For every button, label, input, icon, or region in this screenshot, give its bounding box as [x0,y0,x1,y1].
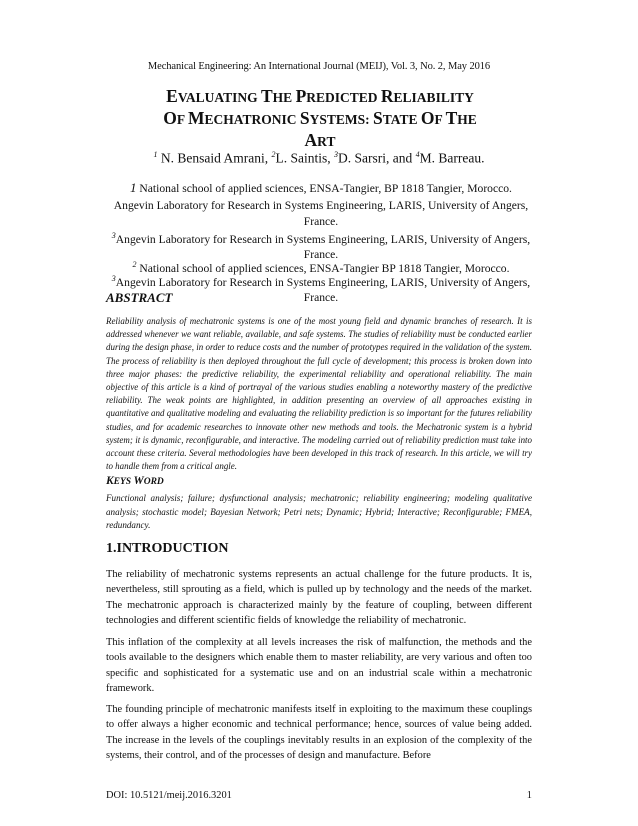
affiliation-1: 1 National school of applied sciences, ENSA-Tangier, BP 1818 Tangier, Morocco. [130,180,512,195]
journal-header: Mechanical Engineering: An International Journal (MEIJ), Vol. 3, No. 2, May 2016 [147,61,491,72]
keywords-heading: KEYS WORD [106,475,164,487]
doi: DOI: 10.5121/meij.2016.3201 [106,790,232,801]
affiliation-2: Angevin Laboratory for Research in Systems Engineering, LARIS, University of Angers, France. [113,199,529,228]
intro-paragraph-2: This inflation of the complexity at all levels increases the risk of malfunction, the methods and the tools available to the designers which enable them to master reliability, are very various and often too specific and sophisticated for a systematic use and on an industrial scale within a mechatronic framework. [106,637,532,694]
author-list: $^1$ N. Bensaid Amrani, $^2$L. Saintis, $^3$D. Sarsri, and $^4$M. Barreau. [153,150,485,166]
abstract-text: Reliability analysis of mechatronic systems is one of the most young field and dynamic branches of research. It is addressed whenever we want reliable, available, and safe systems. The studies of reliability must be conducted earlier during the design phase, in order to reduce costs and the number of prototypes required in the validation of the system. The process of reliability is then deployed throughout the full cycle of development; this process is broken down into three major phases: the predictive reliability, the experimental reliability and operational reliability. The main objective of this article is a kind of portrayal of the various studies enabling a noteworthy mastery of the predictive reliability. The weak points are highlighted, in addition presenting an overview of all approaches existing in quantitative and qualitative modeling and evaluating the reliability prediction is so important for the futures reliability studies, and for academic researches to innovate other new methods and tools. the Mechatronic system is a hybrid system; it is dynamic, reconfigurable, and interactive. The modeling carried out of reliability prediction must take into account these criteria. Several methodologies have been developed in this track of research. In this article, we will try to handle them from a critical angle. [106,316,532,472]
page-footer [106,790,532,801]
intro-paragraph-1: The reliability of mechatronic systems represents an actual challenge for the future products. It is, nevertheless, still sprouting as a field, which is pulled up by technology and the needs of the market. The mechatronic approach is characterized mainly by the feature of coupling, between different technologies and different scientific fields of knowledge the reliability of mechatronic. [106,569,532,626]
paper-title: EVALUATING THE PREDICTED RELIABILITY OF MECHATRONIC SYSTEMS: STATE OF THE ART [163,86,477,150]
intro-paragraph-3: The founding principle of mechatronic manifests itself in exploiting to the maximum these couplings to offer always a higher economic and technical performance; hence, sources of value being added. The increase in the levels of the couplings inevitably results in an explosion of the complexity of the systems, their control, and of the processes of design and manufacture. Before [106,704,532,761]
introduction-heading: 1.INTRODUCTION [106,541,229,556]
page-number: 1 [526,790,532,801]
affiliation-3: $^3$Angevin Laboratory for Research in Systems Engineering, LARIS, University of Angers, France. [111,231,531,262]
abstract-heading: ABSTRACT [106,290,173,305]
affiliation-5: $^3$Angevin Laboratory for Research in Systems Engineering, LARIS, University of Angers, France. [111,274,531,305]
affiliation-4: $^2$ National school of applied sciences, ENSA-Tangier BP 1818 Tangier, Morocco. [132,260,510,275]
keywords-text: Functional analysis; failure; dysfunctional analysis; mechatronic; reliability engineering; modeling qualitative analysis; stochastic model; Bayesian Network; Petri nets; Dynamic; Hybrid; Interactive; Reconfigurable; FMEA, redundancy. [106,493,532,530]
